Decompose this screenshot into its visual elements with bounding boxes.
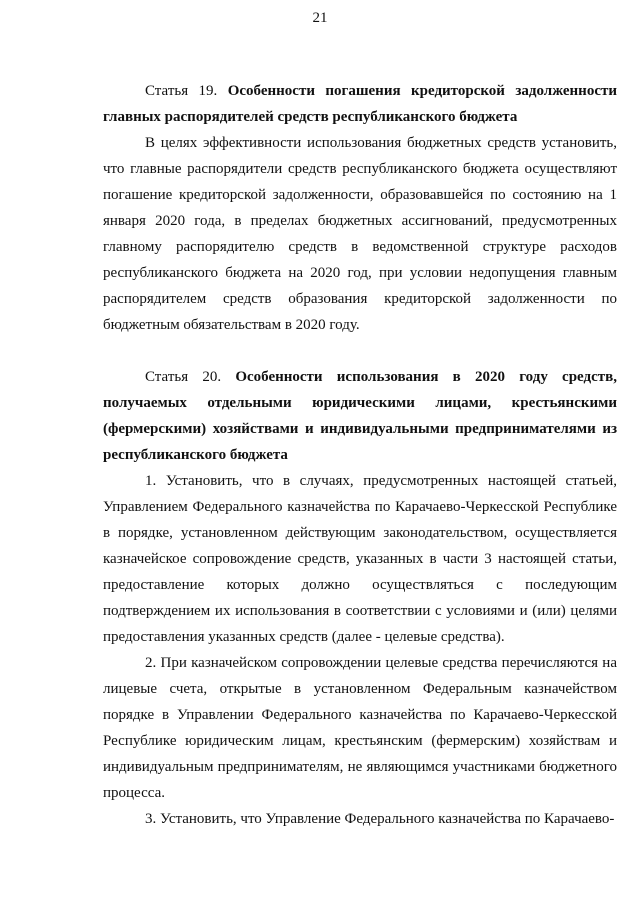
article-20-paragraph-2: 2. При казначейском сопровождении целевые средства перечисляются на лицевые счета, открытые в установленном Федеральным казначейством порядке в Управлении Федерального казначейства по Карачаево-Черкесской Республике юридическим лицам, крестьянским (фермерским) хозяйствам и индивидуальным предпринимателям, не являющимся участниками бюджетного процесса.	[103, 655, 617, 801]
article-20-heading	[103, 364, 617, 468]
article-19-body: В целях эффективности использования бюджетных средств установить, что главные распорядители средств республиканского бюджета осуществляют погашение кредиторской задолженности, образовавшейся по состоянию на 1 января 2020 года, в пределах бюджетных ассигнований, предусмотренных главному распорядителю средств в ведомственной структуре расходов республиканского бюджета на 2020 год, при условии недопущения главным распорядителем средств образования кредиторской задолженности по бюджетным обязательствам в 2020 году.	[103, 135, 617, 333]
article-20-prefix: Статья 20.	[145, 369, 222, 385]
article-19-heading	[103, 78, 617, 130]
article-20-paragraph-1: 1. Установить, что в случаях, предусмотренных настоящей статьей, Управлением Федерального казначейства по Карачаево-Черкесской Республике в порядке, установленном действующим законодательством, осуществляется казначейское сопровождение средств, указанных в части 3 настоящей статьи, предоставление которых должно осуществляться с последующим подтверждением их использования в соответствии с условиями и (или) целями предоставления указанных средств (далее - целевые средства).	[103, 473, 617, 645]
article-20-paragraph-3: 3. Установить, что Управление Федерального казначейства по Карачаево-	[145, 811, 615, 827]
article-19-title: Особенности погашения кредиторской задолженности главных распорядителей средств республиканского бюджета	[103, 83, 617, 125]
page-number: 21	[312, 10, 328, 26]
article-19-prefix: Статья 19.	[145, 83, 218, 99]
article-20-title: Особенности использования в 2020 году средств, получаемых отдельными юридическими лицами, крестьянскими (фермерскими) хозяйствами и индивидуальными предпринимателями из республиканского бюджета	[103, 369, 617, 463]
